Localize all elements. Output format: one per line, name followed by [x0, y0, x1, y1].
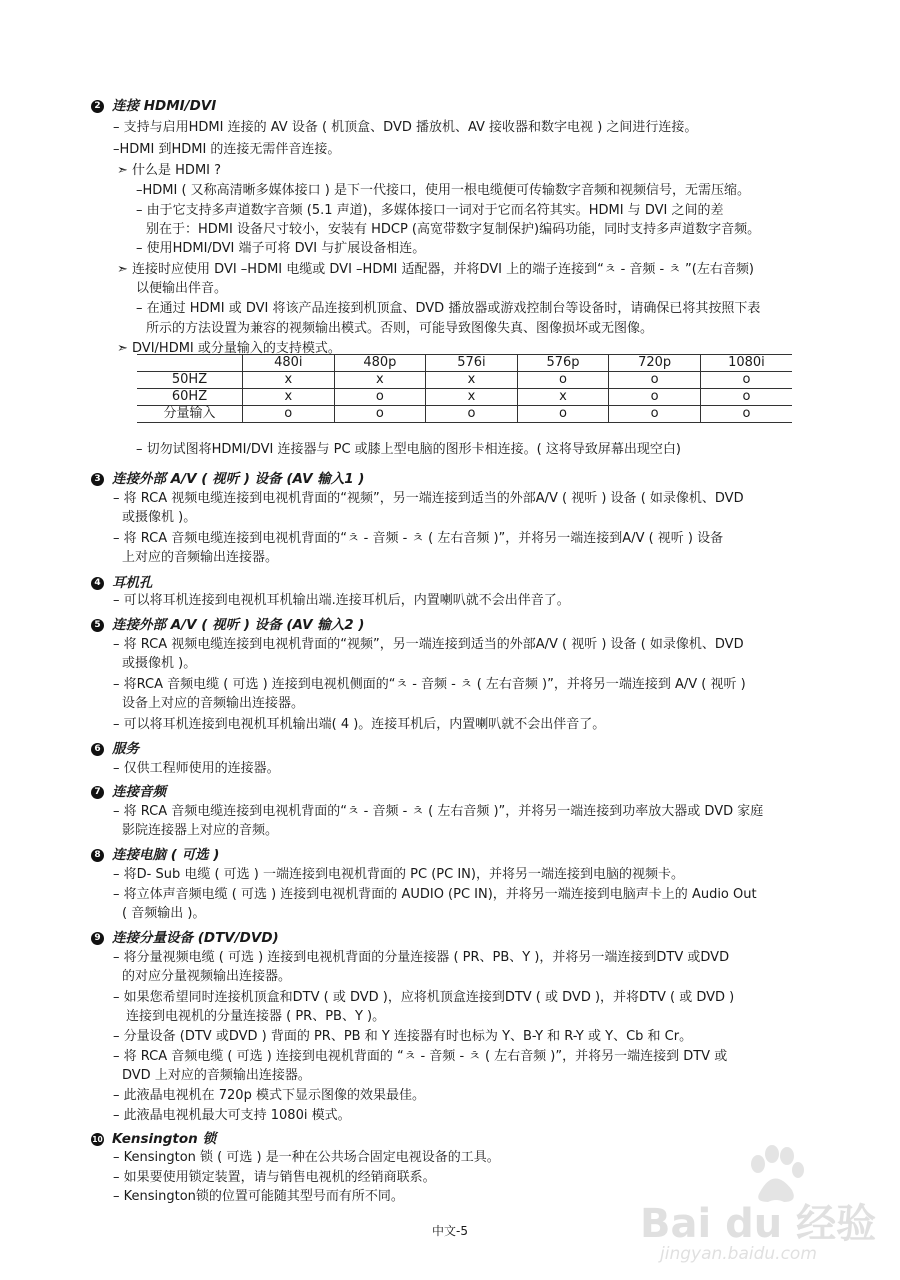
- body-text-line: ➣ 连接时应使用 DVI –HDMI 电缆或 DVI –HDMI 适配器，并将DVI 上的端子连接到“ㅊ - 音频 - ㅊ ”(左右音频): [117, 262, 754, 277]
- table-cell: o: [243, 406, 335, 423]
- section-heading: 连接音频: [112, 784, 166, 800]
- body-text-line: – 切勿试图将HDMI/DVI 连接器与 PC 或膝上型电脑的图形卡相连接。( 这将导致屏幕出现空白): [136, 442, 681, 457]
- table-cell: x: [426, 389, 518, 406]
- body-text-line: 别在于：HDMI 设备尺寸较小，安装有 HDCP (高宽带数字复制保护)编码功能，同时支持多声道数字音频。: [146, 222, 761, 237]
- section-heading: 连接电脑 ( 可选 ): [112, 847, 220, 863]
- table-row: [137, 406, 792, 423]
- body-text-line: – 在通过 HDMI 或 DVI 将该产品连接到机顶盒、DVD 播放器或游戏控制台等设备时，请确保已将其按照下表: [136, 301, 761, 316]
- table-cell: o: [609, 389, 701, 406]
- body-text-line: – 将D- Sub 电缆 ( 可选 ) 一端连接到电视机背面的 PC (PC IN)，并将另一端连接到电脑的视频卡。: [113, 867, 684, 882]
- table-row: [137, 372, 792, 389]
- table-header-cell: [137, 355, 243, 372]
- table-cell: x: [243, 389, 335, 406]
- section-number-icon: 2: [91, 100, 104, 113]
- table-row: [137, 389, 792, 406]
- table-cell: x: [426, 372, 518, 389]
- table-header-cell: 480i: [243, 355, 335, 372]
- body-text-line: ( 音频输出 )。: [122, 906, 206, 921]
- table-cell: x: [334, 372, 426, 389]
- body-text-line: – 将立体声音频电缆 ( 可选 ) 连接到电视机背面的 AUDIO (PC IN)，并将另一端连接到电脑声卡上的 Audio Out: [113, 887, 757, 902]
- body-text-line: 或摄像机 )。: [122, 656, 197, 671]
- body-text-line: – 如果要使用锁定装置，请与销售电视机的经销商联系。: [113, 1170, 436, 1185]
- section-heading: Kensington 锁: [112, 1131, 216, 1147]
- body-text-line: 或摄像机 )。: [122, 510, 197, 525]
- section-number-icon: 9: [91, 932, 104, 945]
- watermark-url: jingyan.baidu.com: [660, 1244, 817, 1264]
- table-cell: x: [517, 389, 609, 406]
- table-cell: o: [609, 372, 701, 389]
- section-number-icon: 6: [91, 743, 104, 756]
- body-text-line: – 由于它支持多声道数字音频 (5.1 声道)，多媒体接口一词对于它而名符其实。HDMI 与 DVI 之间的差: [136, 203, 724, 218]
- section-number-icon: 7: [91, 786, 104, 799]
- body-text-line: 连接到电视机的分量连接器 ( PR、PB、Y )。: [126, 1009, 386, 1024]
- body-text-line: 上对应的音频输出连接器。: [122, 550, 279, 565]
- body-text-line: – 使用HDMI/DVI 端子可将 DVI 与扩展设备相连。: [136, 241, 426, 256]
- body-text-line: 所示的方法设置为兼容的视频输出模式。否则，可能导致图像失真、图像损坏或无图像。: [146, 321, 654, 336]
- section-heading: 连接外部 A/V ( 视听 ) 设备 (AV 输入2 ): [112, 617, 365, 633]
- body-text-line: – Kensington锁的位置可能随其型号而有所不同。: [113, 1189, 404, 1204]
- section-number-icon: 3: [91, 473, 104, 486]
- body-text-line: – 此液晶电视机在 720p 模式下显示图像的效果最佳。: [113, 1088, 425, 1103]
- table-header-cell: 1080i: [700, 355, 792, 372]
- watermark-brand: Bai du 经验: [640, 1201, 877, 1247]
- table-cell: o: [609, 406, 701, 423]
- body-text-line: – 将RCA 音频电缆 ( 可选 ) 连接到电视机侧面的“ㅊ - 音频 - ㅊ ( 左右音频 )”，并将另一端连接到 A/V ( 视听 ): [113, 677, 746, 692]
- body-text-line: 的对应分量视频输出连接器。: [122, 969, 292, 984]
- body-text-line: 设备上对应的音频输出连接器。: [122, 696, 305, 711]
- table-header-cell: 720p: [609, 355, 701, 372]
- body-text-line: – 将 RCA 音频电缆连接到电视机背面的“ㅊ - 音频 - ㅊ ( 左右音频 )”，并将另一端连接到功率放大器或 DVD 家庭: [113, 804, 764, 819]
- table-cell: o: [700, 406, 792, 423]
- table-header-cell: 576i: [426, 355, 518, 372]
- body-text-line: ➣ DVI/HDMI 或分量输入的支持模式。: [117, 341, 341, 356]
- body-text-line: – 可以将耳机连接到电视机耳机输出端.连接耳机后，内置喇叭就不会出伴音了。: [113, 593, 570, 608]
- body-text-line: – 仅供工程师使用的连接器。: [113, 761, 280, 776]
- section-number-icon: 10: [92, 1135, 103, 1144]
- section-number-icon: 5: [91, 619, 104, 632]
- body-text-line: – 将 RCA 视频电缆连接到电视机背面的“视频”，另一端连接到适当的外部A/V ( 视听 ) 设备 ( 如录像机、DVD: [113, 491, 744, 506]
- body-text-line: – 将 RCA 音频电缆连接到电视机背面的“ㅊ - 音频 - ㅊ ( 左右音频 )”，并将另一端连接到A/V ( 视听 ) 设备: [113, 531, 724, 546]
- body-text-line: – 可以将耳机连接到电视机耳机输出端( 4 )。连接耳机后，内置喇叭就不会出伴音了。: [113, 717, 606, 732]
- table-cell: o: [334, 406, 426, 423]
- body-text-line: DVD 上对应的音频输出连接器。: [122, 1068, 311, 1083]
- body-text-line: – 将分量视频电缆 ( 可选 ) 连接到电视机背面的分量连接器 ( PR、PB、Y )，并将另一端连接到DTV 或DVD: [113, 950, 730, 965]
- section-heading: 耳机孔: [112, 575, 153, 591]
- table-cell: o: [426, 406, 518, 423]
- table-header-row: [137, 355, 792, 372]
- section-number-icon: 4: [91, 577, 104, 590]
- table-header-cell: 576p: [517, 355, 609, 372]
- section-number-icon: 8: [91, 849, 104, 862]
- table-header-cell: 480p: [334, 355, 426, 372]
- body-text-line: 影院连接器上对应的音频。: [122, 823, 279, 838]
- body-text-line: – 如果您希望同时连接机顶盒和DTV ( 或 DVD )，应将机顶盒连接到DTV ( 或 DVD )，并将DTV ( 或 DVD ): [113, 990, 735, 1005]
- table-cell: o: [334, 389, 426, 406]
- table-cell: 分量输入: [137, 406, 243, 423]
- body-text-line: – 分量设备 (DTV 或DVD ) 背面的 PR、PB 和 Y 连接器有时也标为 Y、B-Y 和 R-Y 或 Y、Cb 和 Cr。: [113, 1029, 693, 1044]
- baidu-jingyan-watermark: [640, 1140, 890, 1270]
- table-cell: x: [243, 372, 335, 389]
- body-text-line: –HDMI ( 又称高清晰多媒体接口 ) 是下一代接口，使用一根电缆便可传输数字音频和视频信号，无需压缩。: [136, 183, 751, 198]
- table-cell: o: [517, 372, 609, 389]
- body-text-line: – 将 RCA 音频电缆 ( 可选 ) 连接到电视机背面的 “ㅊ - 音频 - ㅊ ( 左右音频 )”，并将另一端连接到 DTV 或: [113, 1049, 728, 1064]
- table-cell: o: [517, 406, 609, 423]
- section-heading: 连接外部 A/V ( 视听 ) 设备 (AV 输入1 ): [112, 471, 365, 487]
- table-cell: 60HZ: [137, 389, 243, 406]
- table-cell: 50HZ: [137, 372, 243, 389]
- section-heading: 连接分量设备 (DTV/DVD): [112, 930, 279, 946]
- supported-modes-table: [137, 354, 792, 423]
- body-text-line: ➣ 什么是 HDMI ?: [117, 163, 222, 178]
- body-text-line: – Kensington 锁 ( 可选 ) 是一种在公共场合固定电视设备的工具。: [113, 1150, 500, 1165]
- section-heading: 服务: [112, 741, 139, 757]
- body-text-line: 以便输出伴音。: [136, 281, 228, 296]
- table-cell: o: [700, 389, 792, 406]
- table-cell: o: [700, 372, 792, 389]
- section-heading: 连接 HDMI/DVI: [112, 98, 217, 114]
- body-text-line: – 支持与启用HDMI 连接的 AV 设备 ( 机顶盒、DVD 播放机、AV 接收器和数字电视 ) 之间进行连接。: [113, 120, 698, 135]
- page-number: 中文-5: [432, 1224, 468, 1238]
- body-text-line: – 将 RCA 视频电缆连接到电视机背面的“视频”，另一端连接到适当的外部A/V ( 视听 ) 设备 ( 如录像机、DVD: [113, 637, 744, 652]
- body-text-line: – 此液晶电视机最大可支持 1080i 模式。: [113, 1108, 351, 1123]
- body-text-line: –HDMI 到HDMI 的连接无需伴音连接。: [113, 142, 341, 157]
